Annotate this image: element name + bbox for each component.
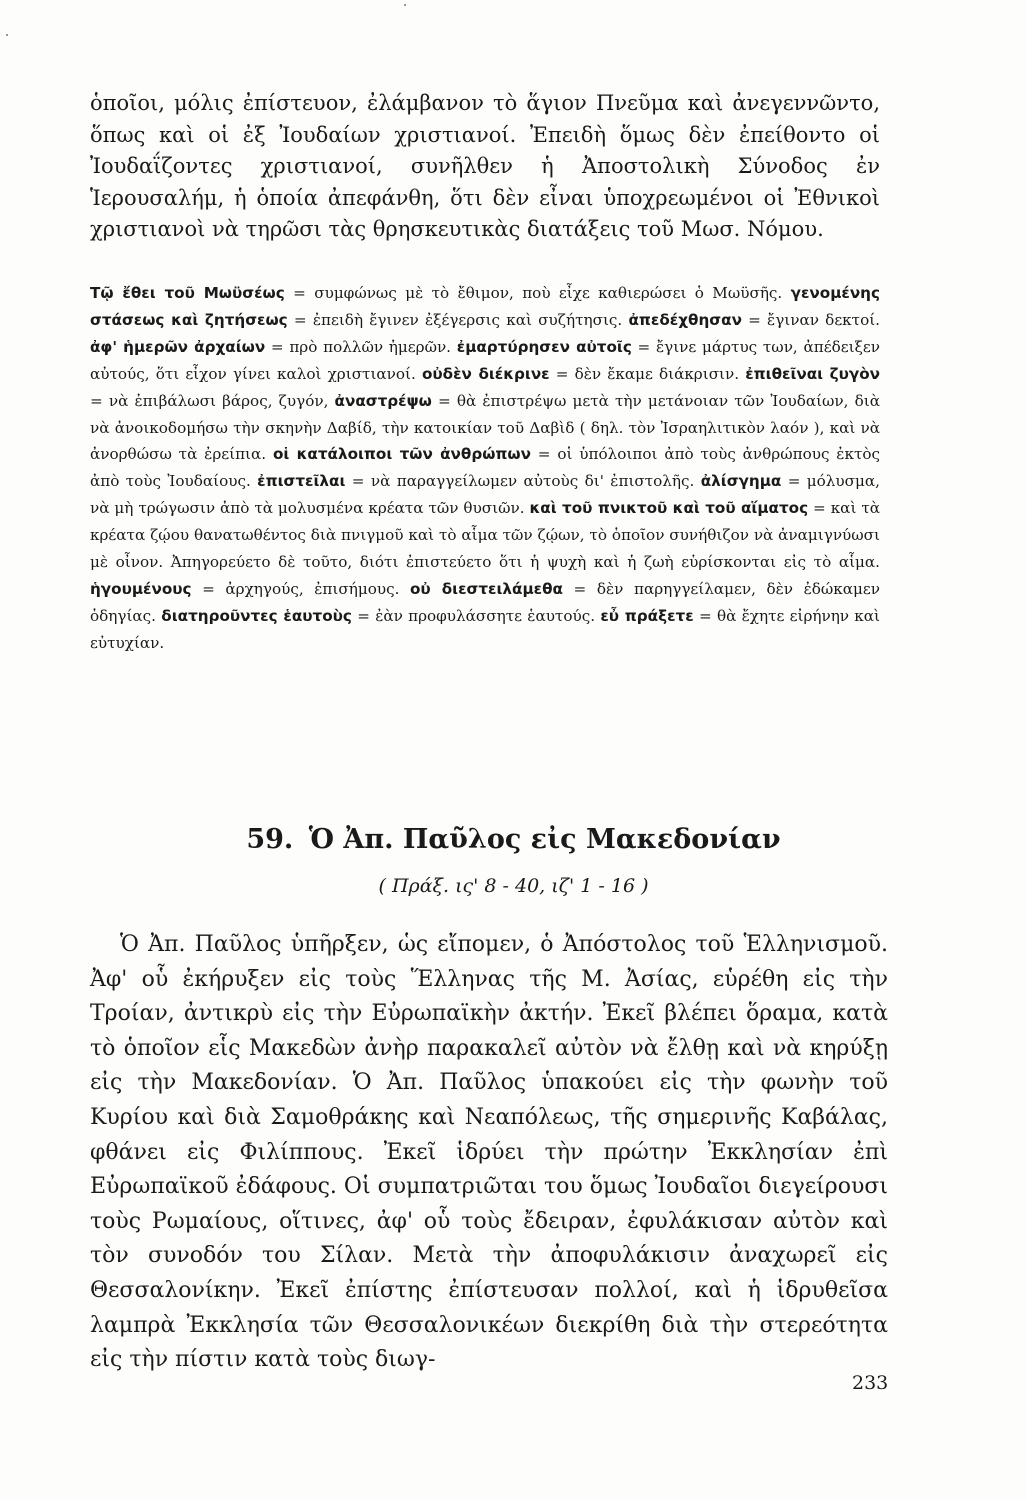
- glossary-term: ἐμαρτύρησεν αὐτοῖς: [456, 337, 632, 356]
- glossary-term: ἀλίσγημα: [700, 472, 782, 491]
- glossary-definition: = ἐπειδὴ ἔγινεν ἐξέγερσις καὶ συζήτησις.: [287, 310, 629, 329]
- glossary-term: ἐπιθεῖναι ζυγὸν: [745, 364, 880, 383]
- paragraph-main: Ὁ Ἀπ. Παῦλος ὑπῆρξεν, ὡς εἴπομεν, ὁ Ἀπόστολος τοῦ Ἑλληνισμοῦ. Ἀφ' οὗ ἐκήρυξεν εἰς τοὺς Ἕλληνας τῆς Μ. Ἀσίας, εὑρέθη εἰς τὴν Τροίαν, ἀντικρὺ εἰς τὴν Εὐρωπαϊκὴν ἀκτήν. Ἐκεῖ βλέπει ὅραμα, κατὰ τὸ ὁποῖον εἷς Μακεδὼν ἀνὴρ παρακαλεῖ αὐτὸν νὰ ἔλθῃ καὶ νὰ κηρύξῃ εἰς τὴν Μακεδονίαν. Ὁ Ἀπ. Παῦλος ὑπακούει εἰς τὴν φωνὴν τοῦ Κυρίου καὶ διὰ Σαμοθράκης καὶ Νεαπόλεως, τῆς σημερινῆς Καβάλας, φθάνει εἰς Φιλίππους. Ἐκεῖ ἱδρύει τὴν πρώτην Ἐκκλησίαν ἐπὶ Εὐρωπαϊκοῦ ἐδάφους. Οἱ συμπατριῶται του ὅμως Ἰουδαῖοι διεγείρουσι τοὺς Ρωμαίους, οἵτινες, ἀφ' οὗ τοὺς ἔδειραν, ἐφυλάκισαν αὐτὸν καὶ τὸν συνοδόν του Σίλαν. Μετὰ τὴν ἀποφυλάκισιν ἀναχωρεῖ εἰς Θεσσαλονίκην. Ἐκεῖ ἐπίστης ἐπίστευσαν πολλοί, καὶ ἡ ἱδρυθεῖσα λαμπρὰ Ἐκκλησία τῶν Θεσσαλονικέων διεκρίθη διὰ τὴν στερεότητα εἰς τὴν πίστιν κατὰ τοὺς διωγ-: [90, 932, 888, 1373]
- glossary-term: εὖ πράξετε: [600, 606, 694, 625]
- section-heading: [0, 824, 1027, 855]
- glossary-definition: = μόλυσμα, νὰ μὴ τρώγωσιν ἀπὸ τὰ μολυσμένα κρέατα τῶν θυσιῶν.: [90, 472, 880, 518]
- glossary-term: ἐπιστεῖλαι: [257, 472, 346, 491]
- glossary-definition: = οἱ ὑπόλοιποι ἀπὸ τοὺς ἀνθρώπους ἐκτὸς ἀπὸ τοὺς Ἰουδαίους.: [90, 445, 881, 491]
- paragraph-intro: ὁποῖοι, μόλις ἐπίστευον, ἐλάμβανον τὸ ἅγιον Πνεῦμα καὶ ἀνεγεννῶντο, ὅπως καὶ οἱ ἐξ Ἰουδαίων χριστιανοί. Ἐπειδὴ ὅμως δὲν ἐπείθοντο οἱ Ἰουδαΐζοντες χριστιανοί, συνῆλθεν ἡ Ἀποστολικὴ Σύνοδος ἐν Ἱερουσαλήμ, ἡ ὁποία ἀπεφάνθη, ὅτι δὲν εἶναι ὑποχρεωμένοι οἱ Ἐθνικοὶ χριστιανοὶ νὰ τηρῶσι τὰς θρησκευτικὰς διατάξεις τοῦ Μωσ. Νόμου.: [90, 91, 880, 241]
- glossary-term: διατηροῦντες ἑαυτοὺς: [161, 606, 352, 625]
- glossary-definition: = ἔγιναν δεκτοί.: [741, 310, 881, 329]
- glossary-term: γενομένης στάσεως καὶ ζητήσεως: [90, 284, 880, 329]
- scan-speck: [404, 4, 406, 6]
- glossary-notes: [90, 280, 880, 657]
- glossary-term: Τῷ ἔθει τοῦ Μωϋσέως: [90, 284, 285, 302]
- glossary-definition: = ἔγινε μάρτυς των, ἀπέδειξεν αὐτούς, ὅτι εἶχον γίνει καλοὶ χριστιανοί.: [90, 337, 880, 383]
- glossary-definition: = ἐὰν προφυλάσσητε ἑαυτούς.: [351, 606, 601, 625]
- glossary-term: ἀφ' ἡμερῶν ἀρχαίων: [90, 337, 266, 356]
- section-title: Ὁ Ἀπ. Παῦλος εἰς Μακεδονίαν: [308, 824, 781, 855]
- glossary-definition: = θὰ ἔχητε εἰρήνην καὶ εὐτυχίαν.: [90, 606, 881, 652]
- scripture-reference: ( Πράξ. ις' 8 - 40, ιζ' 1 - 16 ): [378, 875, 649, 897]
- glossary-definition: = ἀρχηγούς, ἐπισήμους.: [191, 579, 410, 598]
- glossary-term: ἀπεδέχθησαν: [628, 310, 742, 329]
- section-number: 59.: [246, 824, 294, 855]
- glossary-definition: = νὰ ἐπιβάλωσι βάρος, ζυγόν,: [90, 391, 335, 410]
- glossary-term: οἱ κατάλοιποι τῶν ἀνθρώπων: [272, 445, 531, 464]
- page-number: 233: [852, 1372, 889, 1394]
- glossary-term: οὐ διεστειλάμεθα: [409, 579, 563, 598]
- glossary-definition: = νὰ παραγγείλωμεν αὐτοὺς δι' ἐπιστολῆς.: [345, 472, 701, 491]
- glossary-term: οὐδὲν διέκρινε: [421, 364, 550, 383]
- scan-speck: [6, 34, 8, 36]
- glossary-term: ἡγουμένους: [90, 579, 192, 598]
- glossary-definition: = πρὸ πολλῶν ἡμερῶν.: [265, 337, 457, 356]
- glossary-term: ἀναστρέψω: [334, 391, 432, 410]
- glossary-term: καὶ τοῦ πνικτοῦ καὶ τοῦ αἵματος: [529, 499, 809, 518]
- glossary-definition: = καὶ τὰ κρέατα ζῴου θανατωθέντος διὰ πνιγμοῦ καὶ τὸ αἷμα τῶν ζῴων, τὸ ὁποῖον συνήθιζον νὰ ἀναμιγνύωσι μὲ οἶνον. Ἀπηγορεύετο δὲ τοῦτο, διότι ἐπιστεύετο ὅτι ἡ ψυχὴ καὶ ἡ ζωὴ εὑρίσκονται εἰς τὸ αἷμα.: [90, 499, 880, 572]
- glossary-definition: = συμφώνως μὲ τὸ ἔθιμον, ποὺ εἶχε καθιερώσει ὁ Μωϋσῆς.: [284, 284, 791, 302]
- glossary-definition: = θὰ ἐπιστρέψω μετὰ τὴν μετάνοιαν τῶν Ἰουδαίων, διὰ νὰ ἀνοικοδομήσω τὴν σκηνὴν Δαβίδ, τὴν κατοικίαν τοῦ Δαβὶδ ( δηλ. τὸν Ἰσραηλιτικὸν λαόν ), καὶ νὰ ἀνορθώσω τὰ ἐρείπια.: [90, 391, 880, 464]
- glossary-definition: = δὲν ἔκαμε διάκρισιν.: [549, 364, 746, 383]
- glossary-definition: = δὲν παρηγγείλαμεν, δὲν ἐδώκαμεν ὁδηγίας.: [90, 579, 880, 625]
